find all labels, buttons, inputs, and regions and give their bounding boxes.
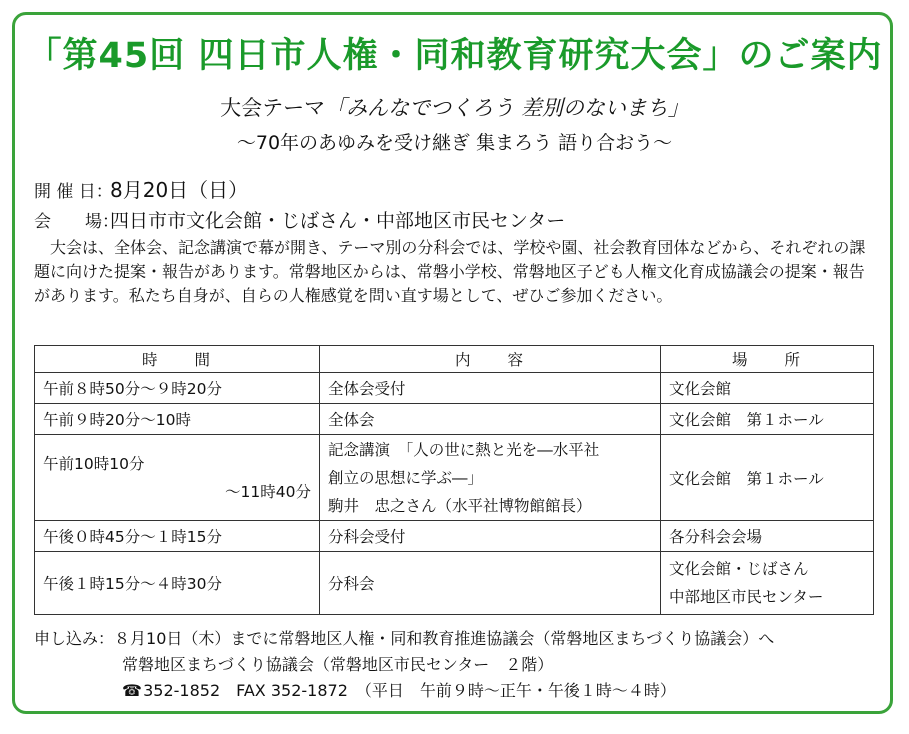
table-header-row [35, 346, 874, 373]
time-cell [35, 435, 320, 521]
time-cell: 午後１時15分～４時30分 [35, 552, 320, 615]
place-cell: 各分科会会場 [661, 521, 874, 552]
application-label: 申し込み： [34, 629, 115, 648]
header-content: 内 容 [320, 346, 661, 373]
content-cell: 全体会受付 [320, 373, 661, 404]
lecture-title-1: 記念講演 「人の世に熱と光を―水平社 [328, 440, 600, 459]
time-cell: 午前９時20分～10時 [35, 404, 320, 435]
content-cell: 分科会 [320, 552, 661, 615]
table-row [35, 404, 874, 435]
venue-label: 会 場： [34, 212, 119, 232]
application-phone [34, 678, 774, 704]
date-value: 8月20日（日） [110, 178, 249, 202]
theme-line [0, 92, 909, 122]
place-cell: 文化会館 [661, 373, 874, 404]
telephone-icon: ☎ [122, 681, 142, 700]
place-line-2: 中部地区市民センター [669, 588, 824, 606]
date-label: 開 催 日： [34, 182, 113, 202]
place-cell [661, 552, 874, 615]
lecture-title-2: 創立の思想に学ぶ―」 [328, 468, 484, 487]
table-row [35, 435, 874, 521]
place-line-1: 文化会館・じばさん [669, 560, 809, 578]
page-title: 「第45回 四日市人権・同和教育研究大会」のご案内 [26, 36, 883, 76]
venue-value: 四日市市文化会館・じばさん・中部地区市民センター [110, 210, 566, 232]
event-venue [34, 206, 565, 233]
schedule-table [34, 345, 874, 615]
theme-prefix: 大会テーマ [220, 96, 326, 120]
description: 大会は、全体会、記念講演で幕が開き、テーマ別の分科会では、学校や園、社会教育団体などから、それぞれの課題に向けた提案・報告があります。常磐地区からは、常磐小学校、常磐地区子ども人権文化育成協議会の提案・報告があります。私たち自身が、自らの人権感覚を問い直す場として、ぜひご参加ください。 [34, 238, 866, 305]
time-start: 午前10時10分 [43, 454, 145, 473]
table-row [35, 521, 874, 552]
event-date [34, 174, 248, 203]
time-end: ～11時40分 [225, 482, 311, 501]
application-address: 常磐地区まちづくり協議会（常磐地区市民センター ２階） [122, 655, 554, 674]
content-cell [320, 435, 661, 521]
table-row [35, 552, 874, 615]
content-cell: 全体会 [320, 404, 661, 435]
subtitle: ～70年のあゆみを受け継ぎ 集まろう 語り合おう～ [236, 132, 673, 154]
time-cell: 午前８時50分～９時20分 [35, 373, 320, 404]
application-deadline: ８月10日（木）までに常磐地区人権・同和教育推進協議会（常磐地区まちづくり協議会）へ [114, 629, 775, 648]
theme-quote: 「みんなでつくろう 差別のないまち」 [325, 96, 689, 120]
table-row [35, 373, 874, 404]
content-cell: 分科会受付 [320, 521, 661, 552]
phone-fax-hours: 352-1852 FAX 352-1872 （平日 午前９時～正午・午後１時～４時） [143, 681, 676, 700]
place-cell: 文化会館 第１ホール [661, 404, 874, 435]
lecturer: 駒井 忠之さん（水平社博物館館長） [328, 496, 592, 515]
header-time: 時 間 [35, 346, 320, 373]
place-cell: 文化会館 第１ホール [661, 435, 874, 521]
application-info [34, 626, 774, 704]
time-cell: 午後０時45分～１時15分 [35, 521, 320, 552]
header-place: 場 所 [661, 346, 874, 373]
